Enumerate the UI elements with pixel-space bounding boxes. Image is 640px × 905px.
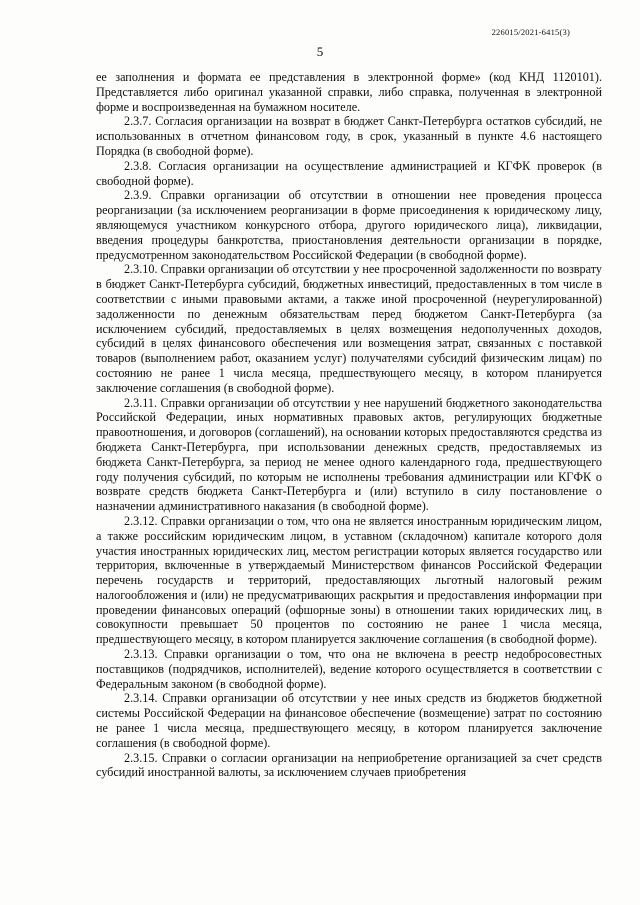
paragraph-2-3-9: 2.3.9. Справки организации об отсутствии в отношении нее проведения процесса реорганизации (за исключением реорганизации в форме присоединения к юридическому лицу, являющемуся участником конкурсного отбора, другого юридического лица), ликвидации, введения процедуры банкротства, приостановления деятельности организации в порядке, предусмотренном законодательством Российской Федерации (в свободной форме).: [96, 188, 602, 262]
paragraph-2-3-12: 2.3.12. Справки организации о том, что она не является иностранным юридическим лицом, а также российским юридическим лицом, в уставном (складочном) капитале которого доля участия иностранных юридических лиц, местом регистрации которых является государство или территория, включенные в утверждаемый Министерством финансов Российской Федерации перечень государств и территорий, предоставляющих льготный налоговый режим налогообложения и (или) не предусматривающих раскрытия и предоставления информации при проведении финансовых операций (офшорные зоны) в отношении таких юридических лиц, в совокупности превышает 50 процентов по состоянию не ранее 1 числа месяца, предшествующего месяцу, в котором планируется заключение соглашения (в свободной форме).: [96, 513, 602, 647]
page-number: 5: [316, 44, 324, 59]
paragraph-continuation: ее заполнения и формата ее представления в электронной форме» (код КНД 1120101). Представляется либо оригинал указанной справки, либо справка, полученная в электронной форме и воспроизведенная на бумажном носителе.: [96, 70, 602, 114]
document-body: [96, 70, 602, 780]
paragraph-2-3-13: 2.3.13. Справки организации о том, что она не включена в реестр недобросовестных поставщиков (подрядчиков, исполнителей), ведение которого осуществляется в соответствии с Федеральным законом (в свободной форме).: [96, 647, 602, 691]
paragraph-2-3-10: 2.3.10. Справки организации об отсутствии у нее просроченной задолженности по возврату в бюджет Санкт-Петербурга субсидий, бюджетных инвестиций, предоставленных в том числе в соответствии с иными правовыми актами, а также иной просроченной (неурегулированной) задолженности по денежным обязательствам перед бюджетом Санкт-Петербурга (за исключением субсидий, предоставляемых в целях возмещения недополученных доходов, субсидий в целях финансового обеспечения или возмещения затрат, связанных с поставкой товаров (выполнением работ, оказанием услуг) получателями субсидий физическим лицам) по состоянию не ранее 1 числа месяца, предшествующего месяцу, в котором планируется заключение соглашения (в свободной форме).: [96, 262, 602, 395]
document-registration-code: 226015/2021-6415(3): [491, 27, 570, 37]
paragraph-2-3-8: 2.3.8. Согласия организации на осуществление администрацией и КГФК проверок (в свободной форме).: [96, 158, 602, 188]
paragraph-2-3-7: 2.3.7. Согласия организации на возврат в бюджет Санкт-Петербурга остатков субсидий, не использованных в отчетном финансовом году, в срок, указанный в пункте 4.6 настоящего Порядка (в свободной форме).: [96, 114, 602, 158]
paragraph-2-3-14: 2.3.14. Справки организации об отсутствии у нее иных средств из бюджетов бюджетной системы Российской Федерации на финансовое обеспечение (возмещение) затрат по состоянию не ранее 1 числа месяца, предшествующего месяцу, в котором планируется заключение соглашения (в свободной форме).: [96, 691, 602, 750]
paragraph-2-3-15: 2.3.15. Справки о согласии организации на неприобретение организацией за счет средств субсидий иностранной валюты, за исключением случаев приобретения: [96, 750, 602, 780]
paragraph-2-3-11: 2.3.11. Справки организации об отсутствии у нее нарушений бюджетного законодательства Российской Федерации, иных нормативных правовых актов, регулирующих бюджетные правоотношения, и договоров (соглашений), на основании которых предоставляются средства из бюджета Санкт-Петербурга, при использовании денежных средств, предоставляемых из бюджета Санкт-Петербурга, за период не менее одного календарного года, предшествующего году получения субсидий, по которым не исполнены требования администрации или КГФК о возврате средств бюджета Санкт-Петербурга и (или) вступило в силу постановление о назначении административного наказания (в свободной форме).: [96, 395, 602, 514]
